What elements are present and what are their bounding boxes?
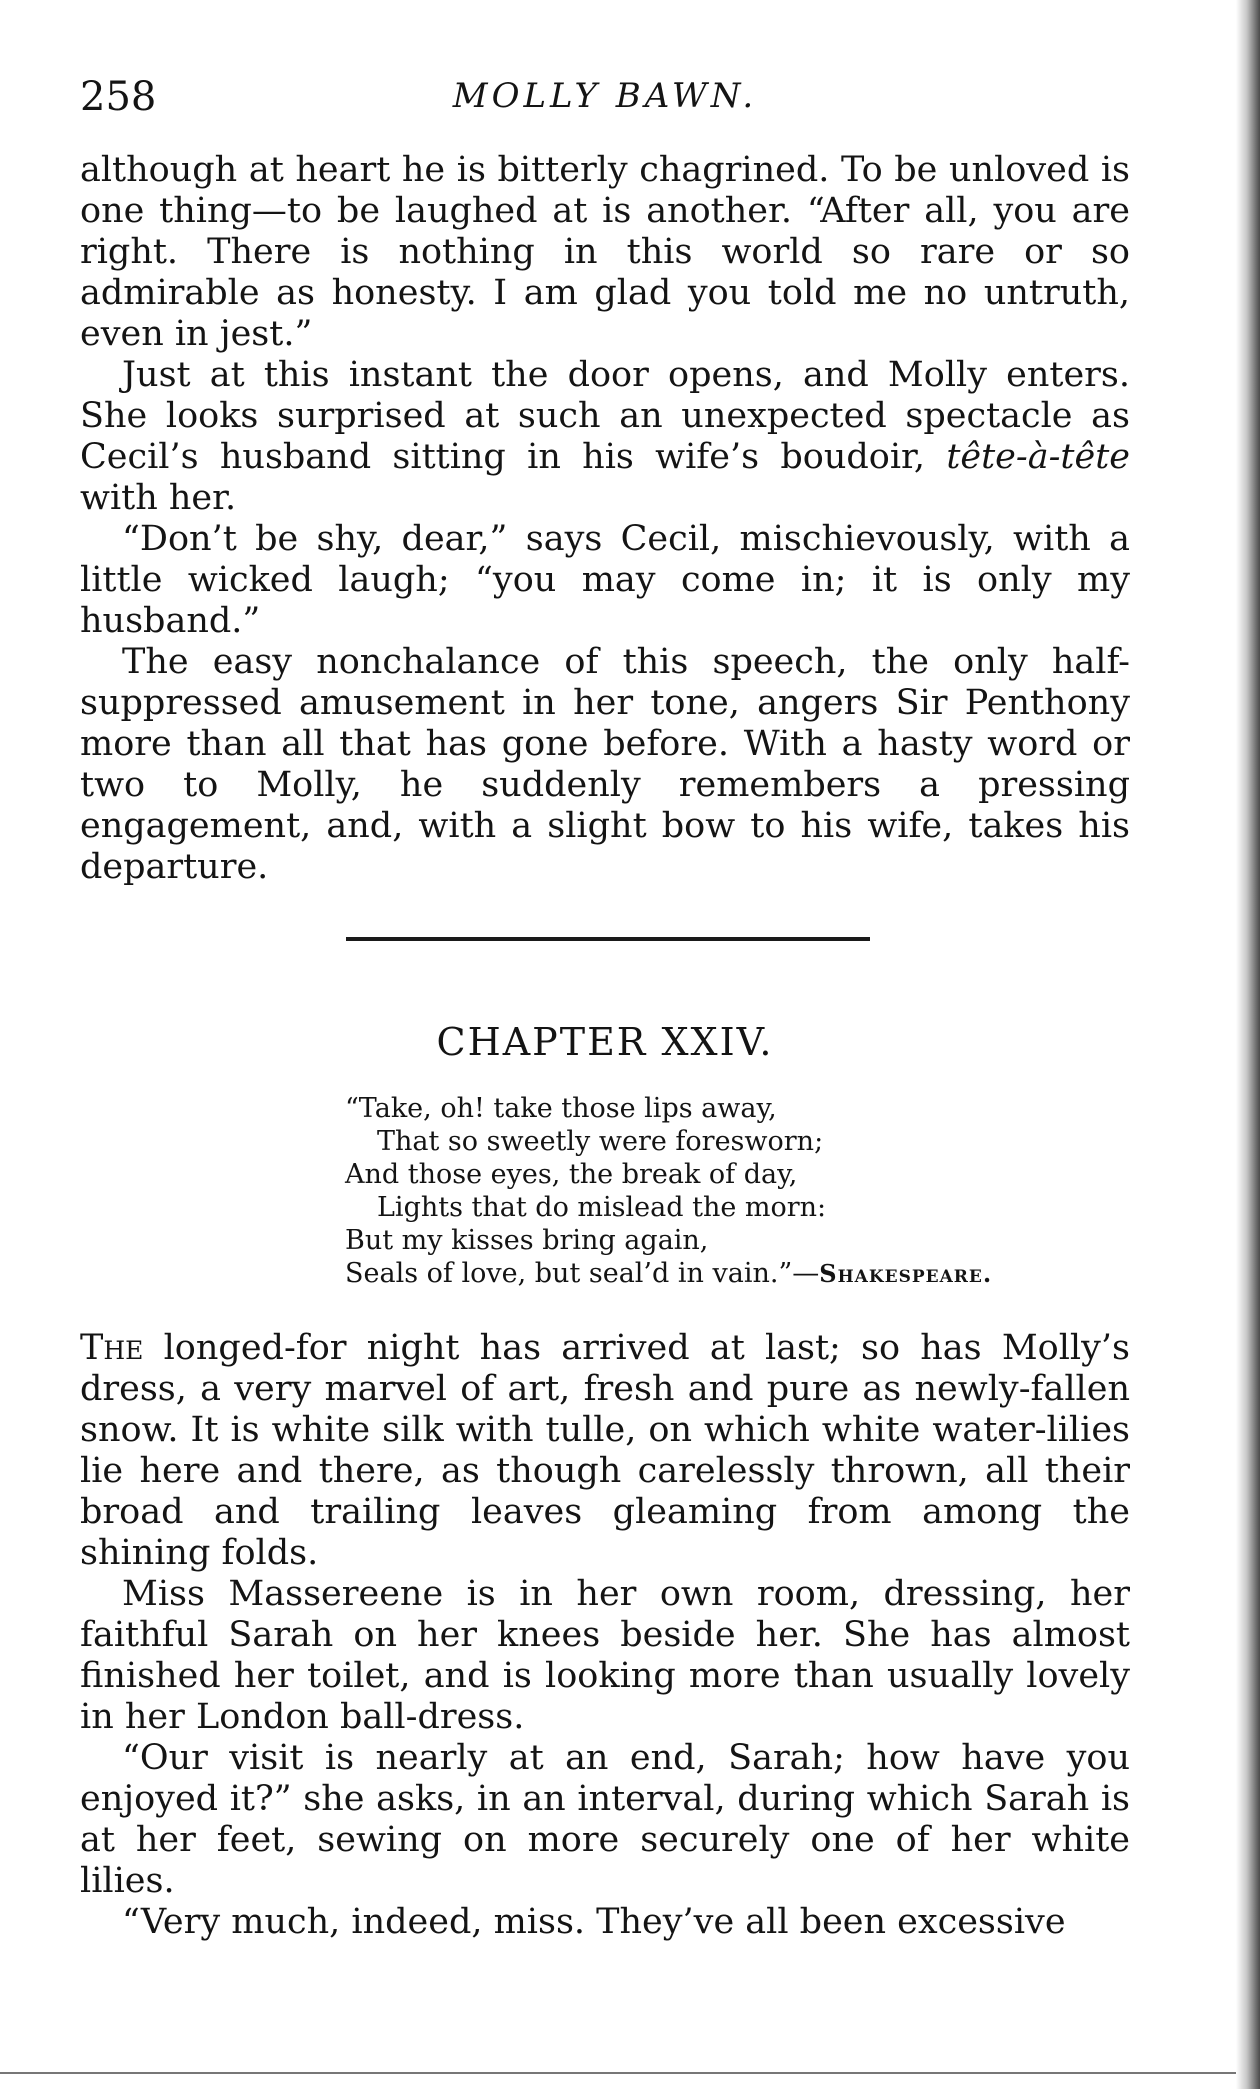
running-title: MOLLY BAWN.	[452, 76, 758, 116]
epigraph-line: Lights that do mislead the morn:	[377, 1192, 827, 1223]
paragraph-dressing: Miss Massereene is in her own room, dressing, her faithful Sarah on her knees beside her. She has almost finished her toilet, and is looking more than usually lovely in her London ball-dress.	[80, 1574, 1130, 1737]
running-head	[80, 74, 1130, 124]
opening-word: The	[80, 1328, 144, 1368]
binding-shadow	[1236, 0, 1260, 2089]
section-divider-rule	[346, 937, 870, 941]
paragraph-molly-enters-tail: with her.	[80, 478, 237, 518]
paragraph-opening-text: longed-for night has arrived at last; so has Molly’s dress, a very marvel of art, fresh and pure as newly-fallen snow. It is white silk with tulle, on which white water-lilies lie here and there, as though carelessly thrown, all their broad and trailing leaves gleaming from among the shining folds.	[80, 1328, 1130, 1573]
epigraph	[345, 1092, 1125, 1290]
epigraph-line: But my kisses bring again,	[345, 1225, 709, 1256]
paragraph-visit: “Our visit is nearly at an end, Sarah; how have you enjoyed it?” she asks, in an interval, during which Sarah is at her feet, sewing on more securely one of her white lilies.	[80, 1738, 1130, 1901]
paragraph-continuation: although at heart he is bitterly chagrined. To be unloved is one thing—to be laughed at is another. “After all, you are right. There is nothing in this world so rare or so admirable as honesty. I am glad you told me no untruth, even in jest.”	[80, 150, 1130, 354]
paragraph-departure: The easy nonchalance of this speech, the only half-suppressed amusement in her tone, angers Sir Penthony more than all that has gone before. With a hasty word or two to Molly, he suddenly remembers a pressing engagement, and, with a slight bow to his wife, takes his departure.	[80, 642, 1130, 887]
paragraph-cecil-speech: “Don’t be shy, dear,” says Cecil, mischievously, with a little wicked laugh; “you may come in; it is only my husband.”	[80, 519, 1130, 641]
italic-phrase: tête-à-tête	[946, 437, 1130, 477]
chapter-title: CHAPTER XXIV.	[436, 1020, 774, 1064]
epigraph-line: That so sweetly were foresworn;	[377, 1126, 824, 1157]
epigraph-attribution: Shakespeare.	[819, 1259, 993, 1288]
paragraph-opening	[80, 1328, 1130, 1574]
epigraph-line: “Take, oh! take those lips away,	[345, 1093, 777, 1124]
epigraph-last-line	[345, 1257, 1125, 1290]
paragraph-molly-enters	[80, 355, 1130, 519]
chapter-text-block	[80, 1328, 1130, 1943]
top-text-block	[80, 150, 1130, 888]
page-number: 258	[80, 74, 157, 120]
page-bottom-edge	[0, 2072, 1236, 2074]
epigraph-line: Seals of love, but seal’d in vain.”—	[345, 1258, 820, 1289]
paragraph-molly-enters-text: Just at this instant the door opens, and Molly enters. She looks surprised at such an unexpected spectacle as Cecil’s husband sitting in his wife’s boudoir,	[80, 355, 1130, 477]
paragraph-sarah-reply: “Very much, indeed, miss. They’ve all been excessive	[122, 1902, 1066, 1942]
epigraph-line: And those eyes, the break of day,	[345, 1159, 798, 1190]
